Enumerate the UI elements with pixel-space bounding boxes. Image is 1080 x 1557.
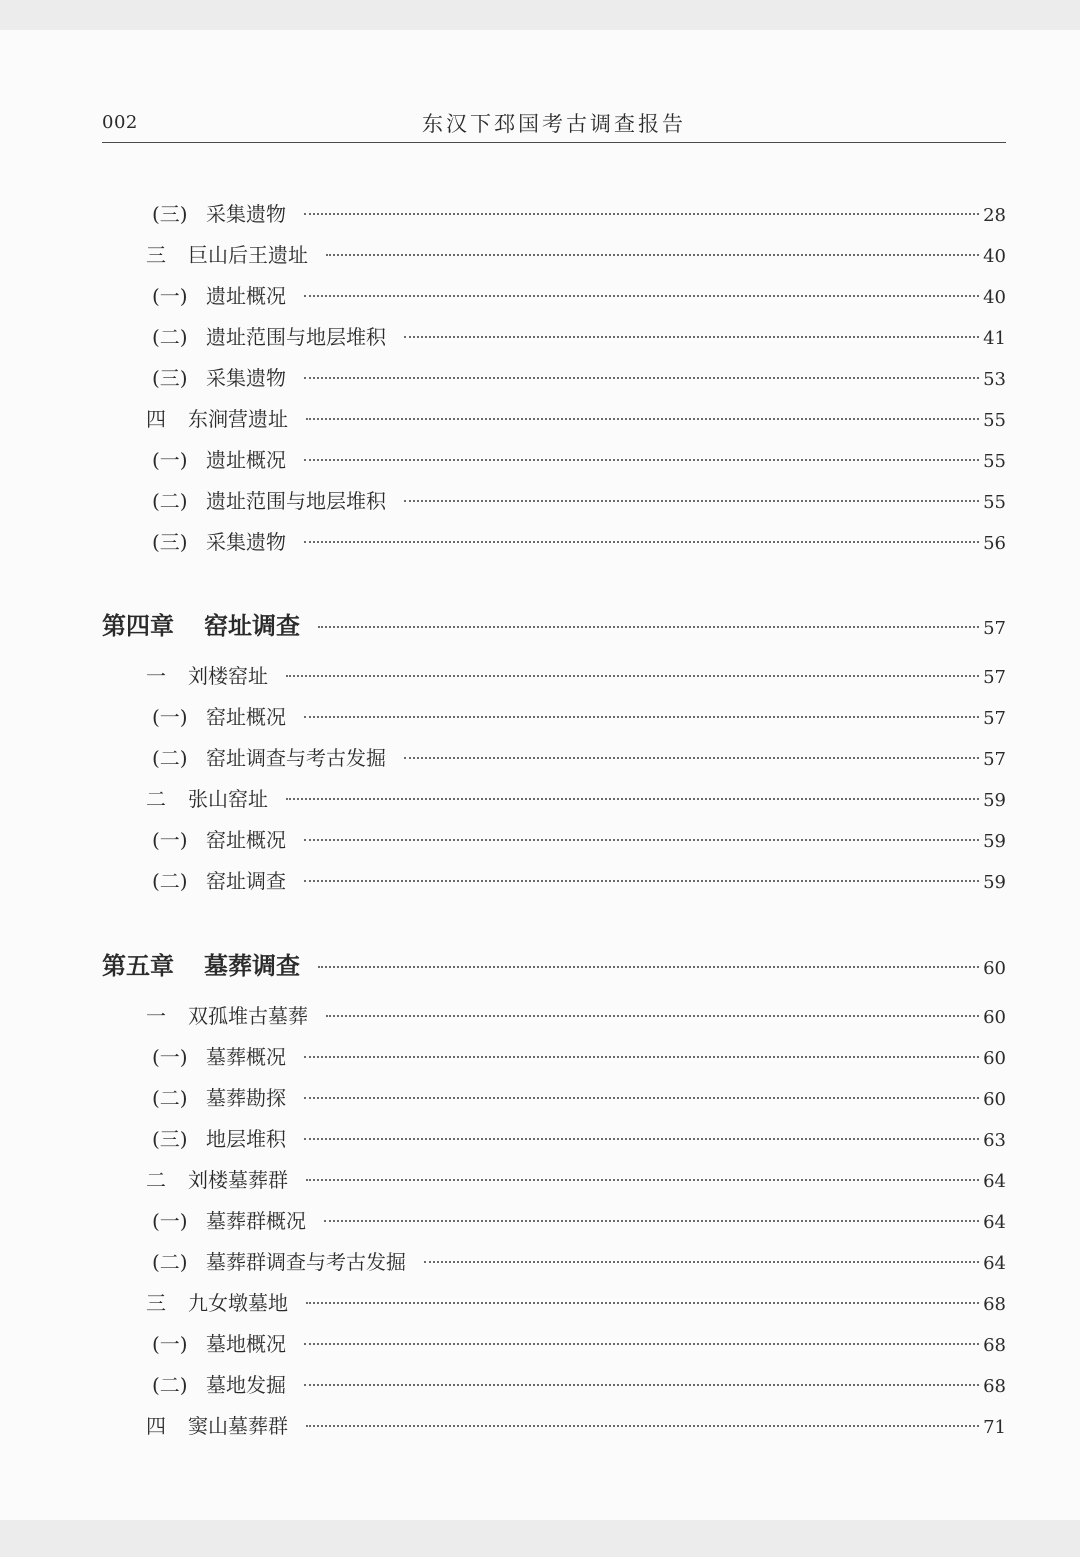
toc-subsection-entry	[152, 1205, 1006, 1235]
toc-entry-number: (二)	[152, 325, 188, 349]
toc-entry-number: (一)	[152, 705, 188, 729]
toc-entry-page: 40	[983, 246, 1006, 267]
toc-subsection-entry	[152, 824, 1006, 854]
toc-entry-title: 窑址概况	[206, 828, 286, 852]
toc-entry-title: 巨山后王遗址	[188, 243, 308, 267]
toc-leader-dots	[304, 213, 979, 215]
toc-entry-number: (一)	[152, 1209, 188, 1233]
toc-entry-title: 墓葬调查	[204, 951, 300, 980]
toc-leader-dots	[304, 839, 979, 841]
toc-entry-page: 40	[983, 287, 1006, 308]
toc-section-entry	[146, 1410, 1006, 1440]
toc-entry-page: 55	[983, 451, 1006, 472]
toc-entry-page: 59	[983, 872, 1006, 893]
toc-entry-number: 一	[146, 1004, 166, 1028]
toc-subsection-entry	[152, 321, 1006, 351]
toc-entry-title: 墓葬概况	[206, 1045, 286, 1069]
toc-entry-title: 东涧营遗址	[188, 407, 288, 431]
toc-leader-dots	[304, 541, 979, 543]
toc-entry-page: 68	[983, 1335, 1006, 1356]
toc-chapter-entry	[102, 606, 1006, 642]
toc-entry-title: 墓地概况	[206, 1332, 286, 1356]
header-rule	[102, 142, 1006, 143]
toc-subsection-entry	[152, 280, 1006, 310]
toc-entry-title: 窑址概况	[206, 705, 286, 729]
toc-subsection-entry	[152, 1041, 1006, 1071]
toc-entry-title: 张山窑址	[188, 787, 268, 811]
toc-entry-number: (一)	[152, 448, 188, 472]
toc-entry-number: (二)	[152, 746, 188, 770]
toc-leader-dots	[304, 459, 979, 461]
toc-leader-dots	[306, 418, 979, 420]
toc-subsection-entry	[152, 1328, 1006, 1358]
toc-leader-dots	[318, 626, 979, 628]
toc-subsection-entry	[152, 701, 1006, 731]
toc-entry-number: (三)	[152, 1127, 188, 1151]
toc-entry-number: 三	[146, 243, 166, 267]
toc-entry-title: 采集遗物	[206, 202, 286, 226]
toc-entry-number: 第五章	[102, 951, 174, 980]
toc-leader-dots	[304, 1343, 979, 1345]
toc-leader-dots	[324, 1220, 979, 1222]
toc-leader-dots	[304, 1097, 979, 1099]
toc-subsection-entry	[152, 1369, 1006, 1399]
toc-entry-page: 64	[983, 1212, 1006, 1233]
toc-subsection-entry	[152, 1123, 1006, 1153]
toc-subsection-entry	[152, 485, 1006, 515]
toc-subsection-entry	[152, 526, 1006, 556]
toc-entry-page: 64	[983, 1171, 1006, 1192]
toc-subsection-entry	[152, 362, 1006, 392]
toc-entry-title: 采集遗物	[206, 530, 286, 554]
toc-entry-page: 68	[983, 1376, 1006, 1397]
toc-entry-page: 55	[983, 492, 1006, 513]
toc-entry-page: 64	[983, 1253, 1006, 1274]
toc-entry-number: (二)	[152, 1250, 188, 1274]
toc-entry-title: 窑址调查	[206, 869, 286, 893]
toc-entry-number: 第四章	[102, 611, 174, 640]
toc-entry-number: 一	[146, 664, 166, 688]
toc-entry-number: (一)	[152, 1045, 188, 1069]
toc-entry-title: 墓葬群调查与考古发掘	[206, 1250, 406, 1274]
toc-entry-number: (二)	[152, 1086, 188, 1110]
toc-entry-page: 57	[983, 708, 1006, 729]
toc-entry-page: 57	[983, 618, 1006, 639]
toc-entry-page: 60	[983, 1007, 1006, 1028]
toc-entry-page: 63	[983, 1130, 1006, 1151]
toc-entry-number: (一)	[152, 828, 188, 852]
toc-entry-page: 57	[983, 667, 1006, 688]
toc-leader-dots	[326, 254, 979, 256]
toc-entry-number: (三)	[152, 366, 188, 390]
toc-entry-number: 四	[146, 407, 166, 431]
toc-entry-number: 二	[146, 787, 166, 811]
toc-section-entry	[146, 660, 1006, 690]
toc-leader-dots	[304, 1056, 979, 1058]
toc-section-entry	[146, 1000, 1006, 1030]
toc-leader-dots	[304, 295, 979, 297]
toc-subsection-entry	[152, 742, 1006, 772]
toc-leader-dots	[304, 880, 979, 882]
page-number: 002	[102, 112, 138, 133]
toc-entry-title: 遗址范围与地层堆积	[206, 489, 386, 513]
toc-entry-page: 28	[983, 205, 1006, 226]
toc-entry-title: 窑址调查	[204, 611, 300, 640]
toc-entry-page: 68	[983, 1294, 1006, 1315]
toc-chapter-entry	[102, 946, 1006, 982]
toc-entry-page: 55	[983, 410, 1006, 431]
toc-entry-page: 60	[983, 1089, 1006, 1110]
toc-entry-number: 二	[146, 1168, 166, 1192]
toc-entry-title: 遗址范围与地层堆积	[206, 325, 386, 349]
toc-leader-dots	[304, 1138, 979, 1140]
toc-subsection-entry	[152, 1246, 1006, 1276]
toc-entry-page: 41	[983, 328, 1006, 349]
toc-entry-page: 71	[983, 1417, 1006, 1438]
toc-entry-number: 四	[146, 1414, 166, 1438]
toc-entry-title: 九女墩墓地	[188, 1291, 288, 1315]
toc-entry-page: 56	[983, 533, 1006, 554]
toc-subsection-entry	[152, 1082, 1006, 1112]
toc-leader-dots	[318, 966, 979, 968]
toc-subsection-entry	[152, 865, 1006, 895]
toc-entry-title: 墓葬群概况	[206, 1209, 306, 1233]
toc-section-entry	[146, 1287, 1006, 1317]
toc-entry-title: 刘楼墓葬群	[188, 1168, 288, 1192]
toc-entry-title: 采集遗物	[206, 366, 286, 390]
toc-leader-dots	[286, 798, 979, 800]
toc-subsection-entry	[152, 444, 1006, 474]
toc-subsection-entry	[152, 198, 1006, 228]
toc-entry-number: 三	[146, 1291, 166, 1315]
toc-leader-dots	[404, 500, 979, 502]
toc-entry-number: (一)	[152, 1332, 188, 1356]
toc-entry-title: 墓葬勘探	[206, 1086, 286, 1110]
toc-entry-number: (三)	[152, 530, 188, 554]
toc-entry-page: 59	[983, 790, 1006, 811]
toc-leader-dots	[306, 1179, 979, 1181]
toc-entry-title: 刘楼窑址	[188, 664, 268, 688]
toc-leader-dots	[306, 1302, 979, 1304]
toc-section-entry	[146, 1164, 1006, 1194]
toc-leader-dots	[404, 336, 979, 338]
toc-entry-title: 地层堆积	[206, 1127, 286, 1151]
toc-entry-number: (二)	[152, 489, 188, 513]
toc-leader-dots	[306, 1425, 979, 1427]
toc-leader-dots	[286, 675, 979, 677]
book-title: 东汉下邳国考古调查报告	[422, 112, 686, 136]
toc-entry-title: 窦山墓葬群	[188, 1414, 288, 1438]
toc-entry-page: 57	[983, 749, 1006, 770]
toc-entry-page: 60	[983, 1048, 1006, 1069]
toc-leader-dots	[326, 1015, 979, 1017]
toc-entry-number: (一)	[152, 284, 188, 308]
toc-section-entry	[146, 783, 1006, 813]
toc-entry-title: 窑址调查与考古发掘	[206, 746, 386, 770]
toc-section-entry	[146, 239, 1006, 269]
toc-leader-dots	[424, 1261, 979, 1263]
toc-entry-number: (三)	[152, 202, 188, 226]
toc-entry-page: 53	[983, 369, 1006, 390]
toc-entry-number: (二)	[152, 869, 188, 893]
toc-section-entry	[146, 403, 1006, 433]
toc-entry-number: (二)	[152, 1373, 188, 1397]
toc-entry-title: 遗址概况	[206, 284, 286, 308]
toc-leader-dots	[304, 377, 979, 379]
toc-entry-page: 60	[983, 958, 1006, 979]
toc-leader-dots	[304, 1384, 979, 1386]
toc-leader-dots	[404, 757, 979, 759]
toc-entry-title: 双孤堆古墓葬	[188, 1004, 308, 1028]
toc-leader-dots	[304, 716, 979, 718]
toc-entry-title: 墓地发掘	[206, 1373, 286, 1397]
toc-entry-page: 59	[983, 831, 1006, 852]
toc-entry-title: 遗址概况	[206, 448, 286, 472]
